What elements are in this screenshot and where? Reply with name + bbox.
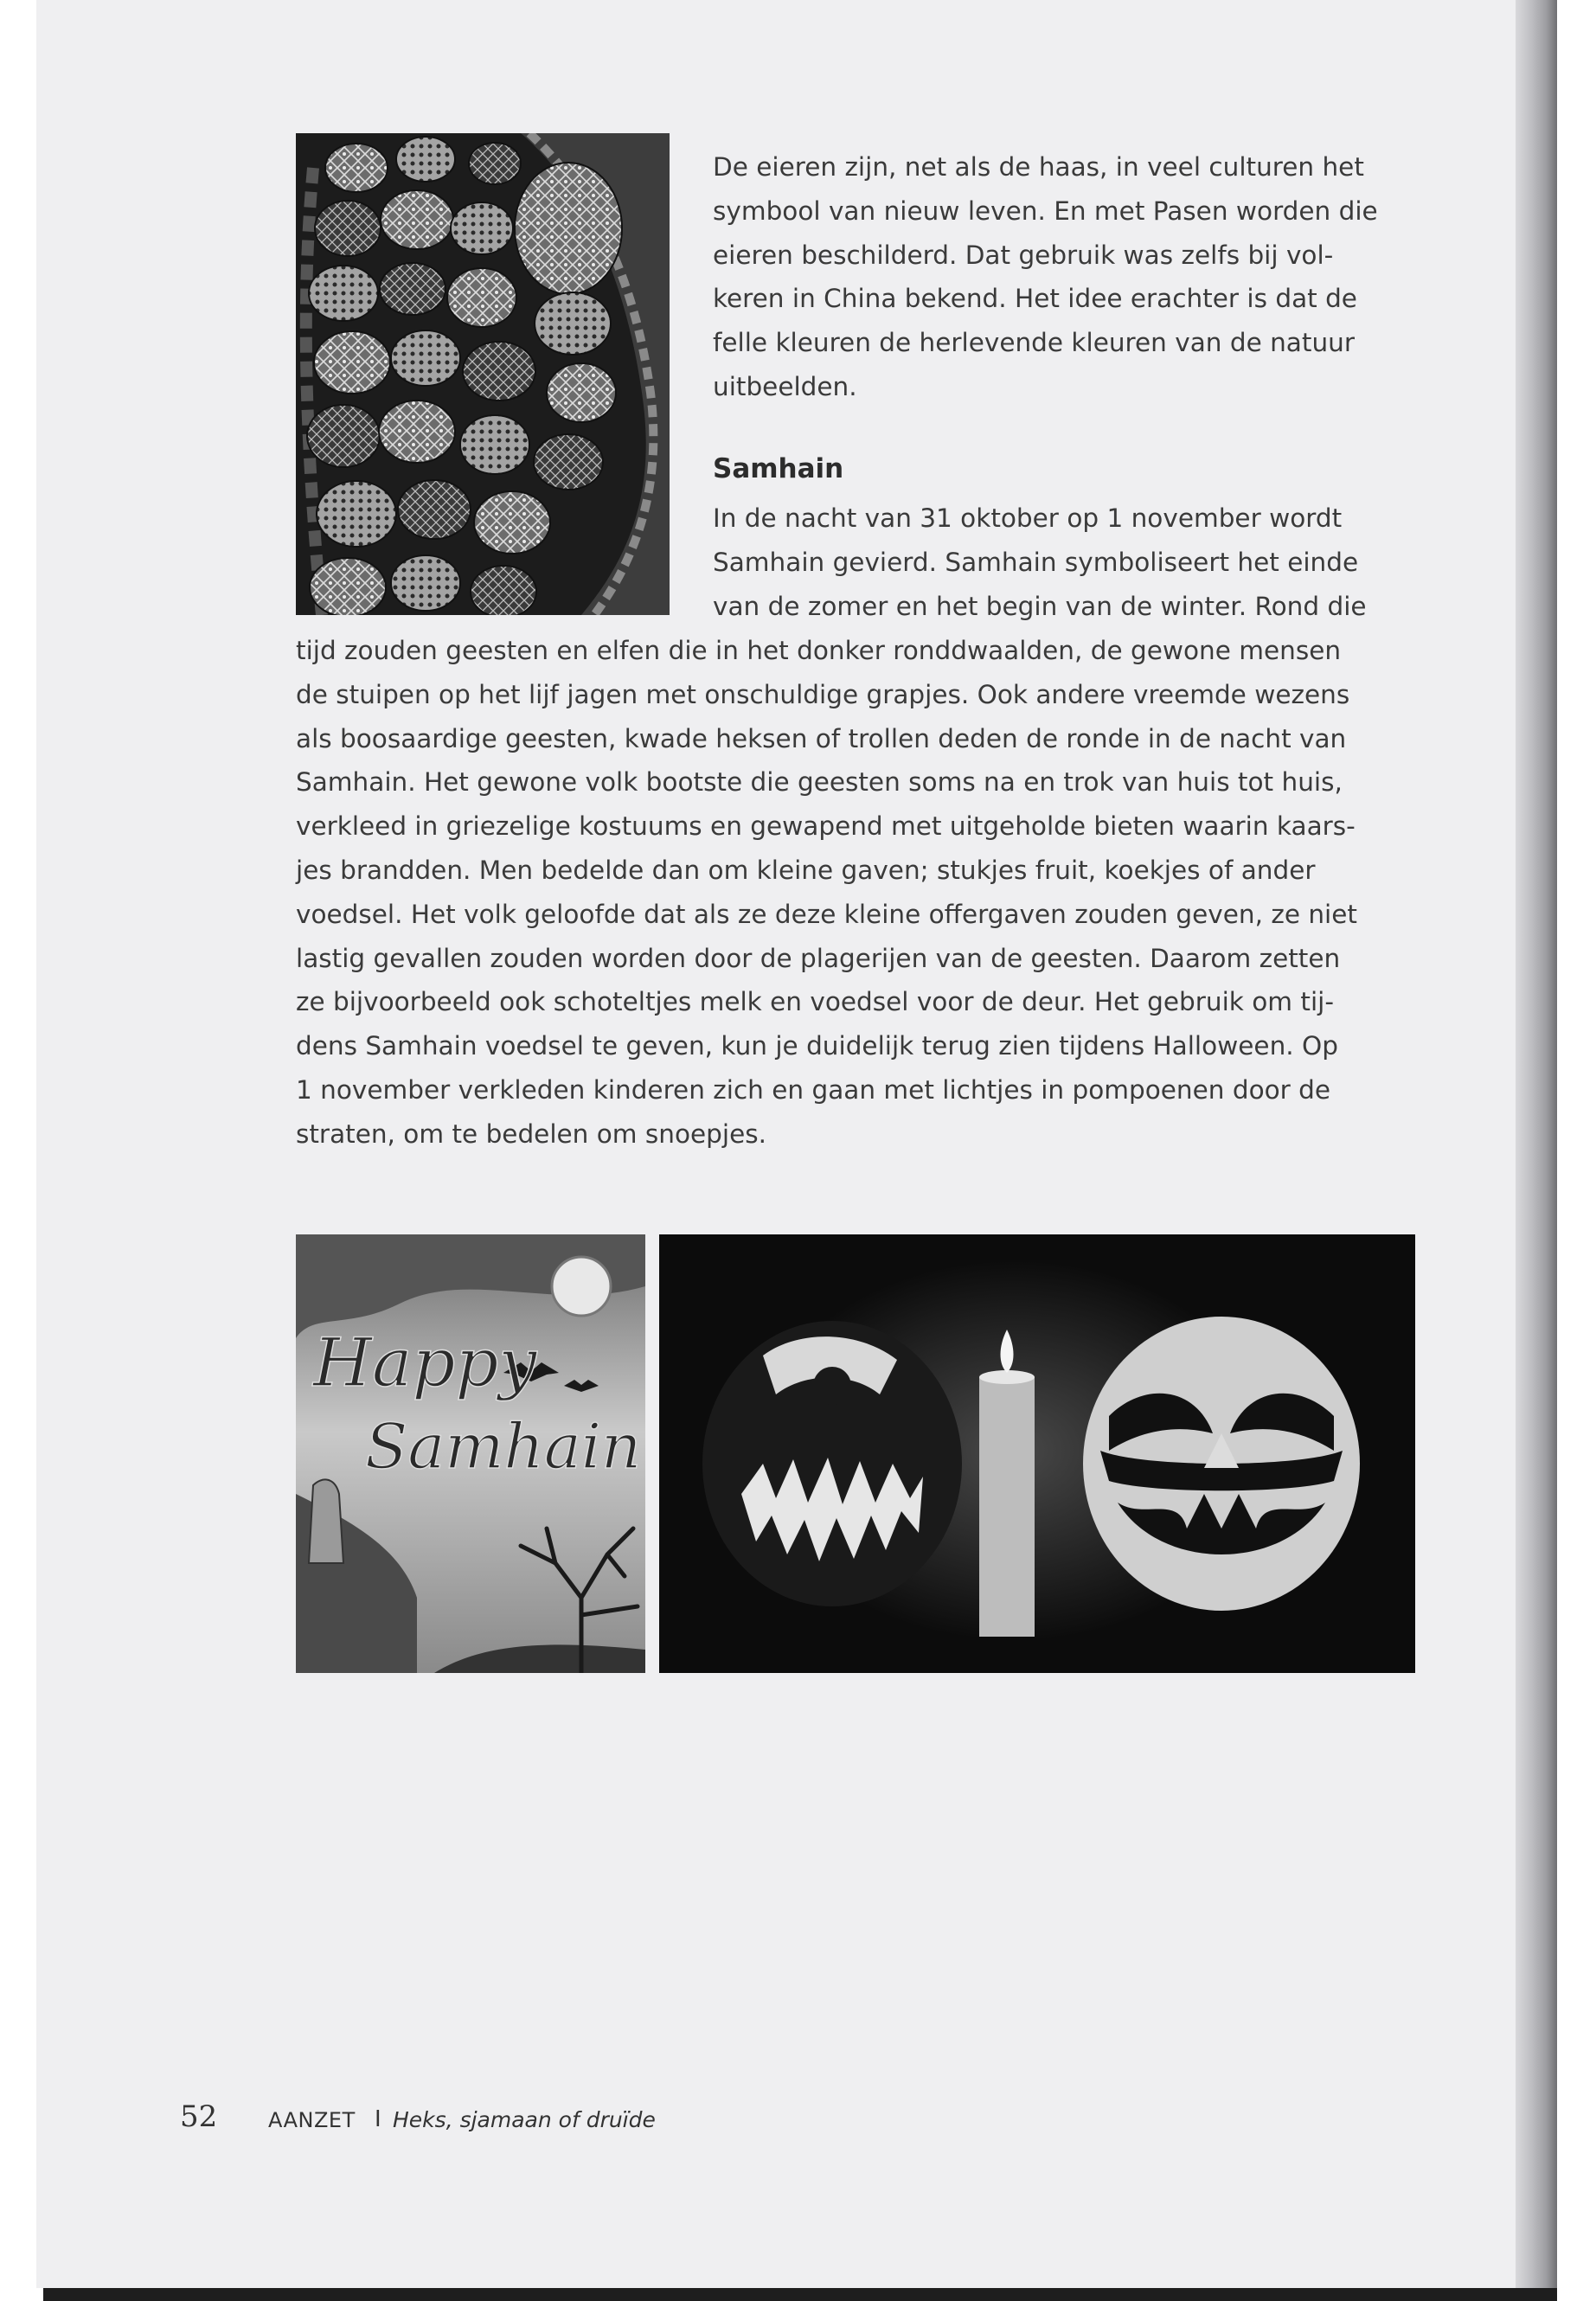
scan-bottom-edge xyxy=(43,2288,1557,2301)
text-line: jes brandden. Men bedelde dan om kleine gaven; stukjes fruit, koekjes of ander xyxy=(296,855,1316,885)
text-line: van de zomer en het begin van de winter. Rond die xyxy=(713,591,1367,621)
text-line: Samhain gevierd. Samhain symboliseert het einde xyxy=(713,547,1359,577)
text-column-eggs xyxy=(713,145,1415,409)
book-spine-shadow xyxy=(1516,0,1557,2301)
text-line: voedsel. Het volk geloofde dat als ze deze kleine offergaven zouden geven, ze niet xyxy=(296,899,1357,929)
text-line: 1 november verkleden kinderen zich en gaan met lichtjes in pompoenen door de xyxy=(296,1074,1331,1105)
text-line: De eieren zijn, net als de haas, in veel culturen het xyxy=(713,152,1364,182)
text-line: eieren beschilderd. Dat gebruik was zelfs bij vol- xyxy=(713,240,1334,270)
text-line: Samhain. Het gewone volk bootste die geesten soms na en trok van huis tot huis, xyxy=(296,767,1343,798)
text-line: uitbeelden. xyxy=(713,371,857,401)
text-line: symbool van nieuw leven. En met Pasen worden die xyxy=(713,195,1378,226)
drawing-lettering-samhain: Samhain xyxy=(365,1410,642,1483)
footer-book-title: Heks, sjamaan of druïde xyxy=(393,2107,656,2132)
text-line: de stuipen op het lijf jagen met onschuldige grapjes. Ook andere vreemde wezens xyxy=(296,679,1350,709)
text-column-samhain-full xyxy=(296,629,1415,1157)
footer-book-name: AANZET xyxy=(268,2108,356,2132)
text-line: als boosaardige geesten, kwade heksen of trollen deden de ronde in de nacht van xyxy=(296,723,1347,753)
happy-samhain-drawing xyxy=(296,1234,645,1673)
text-line: lastig gevallen zouden worden door de plagerijen van de geesten. Daarom zetten xyxy=(296,943,1341,973)
text-column-samhain-start xyxy=(713,497,1415,628)
section-heading: Samhain xyxy=(713,453,844,484)
painted-eggs-photo xyxy=(296,133,670,615)
text-line: straten, om te bedelen om snoepjes. xyxy=(296,1118,766,1149)
text-line: keren in China bekend. Het idee erachter is dat de xyxy=(713,284,1357,314)
text-line: ze bijvoorbeeld ook schoteltjes melk en voedsel voor de deur. Het gebruik om tij- xyxy=(296,987,1335,1017)
drawing-lettering-happy: Happy xyxy=(313,1324,537,1402)
text-line: verkleed in griezelige kostuums en gewapend met uitgeholde bieten waarin kaars- xyxy=(296,811,1356,842)
text-line: dens Samhain voedsel te geven, kun je duidelijk terug zien tijdens Halloween. Op xyxy=(296,1031,1338,1061)
jack-o-lantern-photo xyxy=(659,1234,1415,1673)
text-line: tijd zouden geesten en elfen die in het donker ronddwaalden, de gewone mensen xyxy=(296,636,1342,665)
text-line: In de nacht van 31 oktober op 1 november wordt xyxy=(713,503,1343,533)
text-line: felle kleuren de herlevende kleuren van de natuur xyxy=(713,328,1355,358)
page-number: 52 xyxy=(180,2099,218,2134)
footer-separator: I xyxy=(375,2106,381,2132)
